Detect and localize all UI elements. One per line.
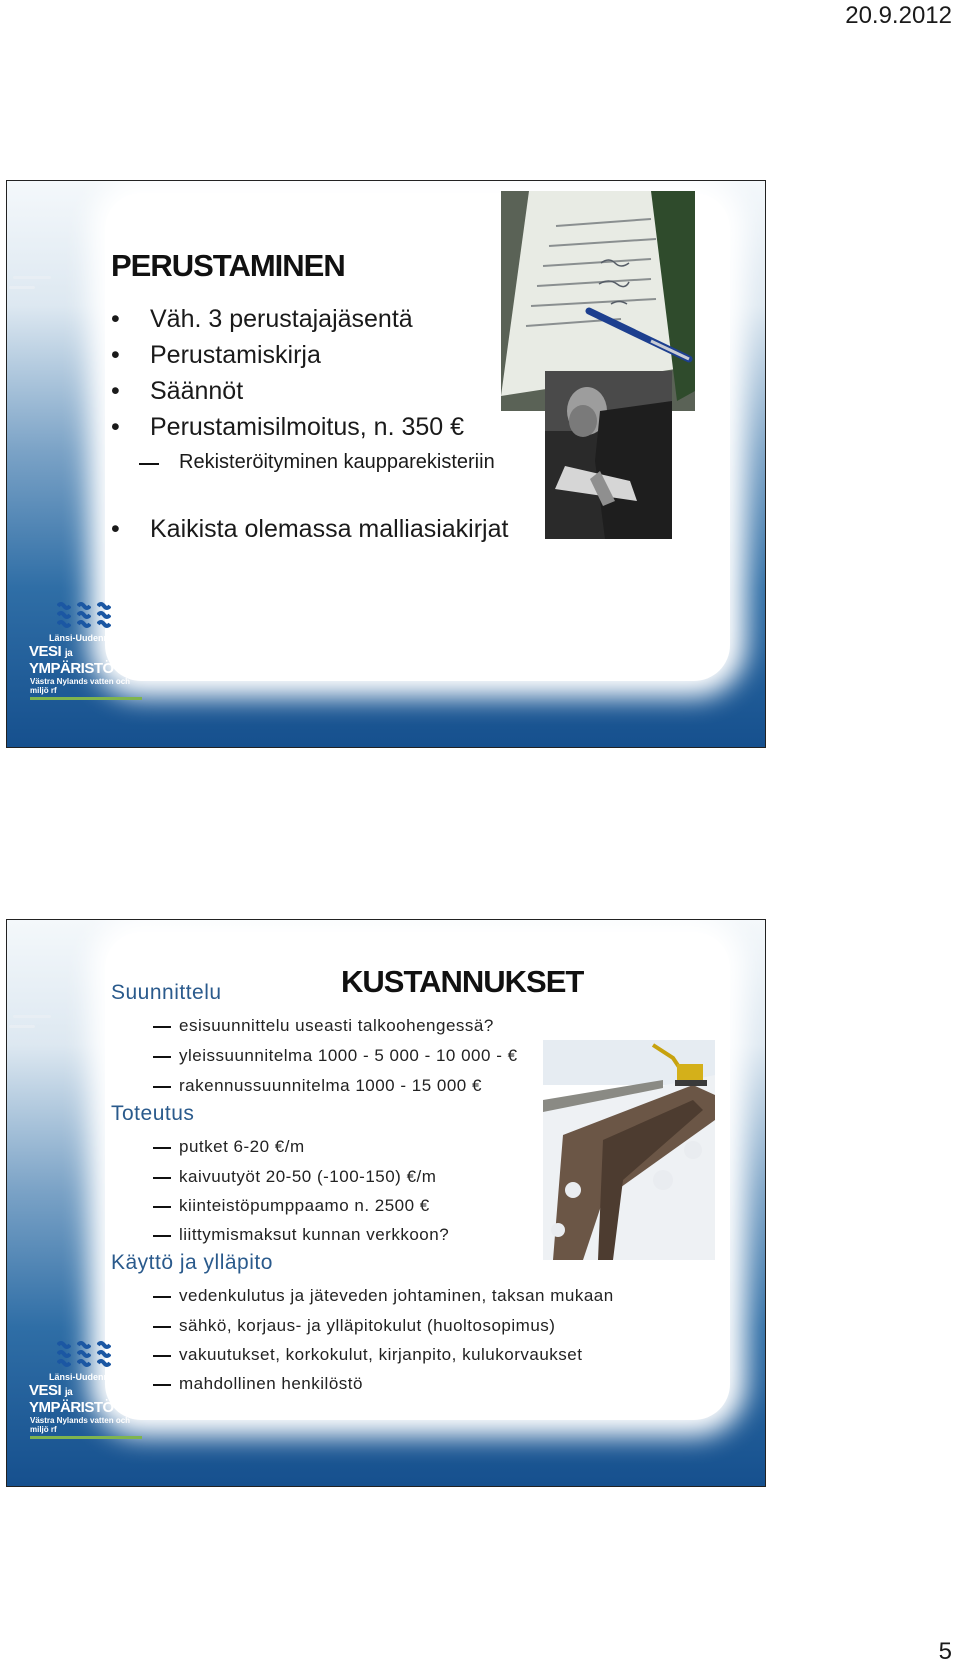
slide-title: KUSTANNUKSET	[341, 964, 584, 999]
sub-bullet-text: Rekisteröityminen kaupparekisteriin	[179, 451, 495, 473]
photo-man-writing	[545, 371, 672, 539]
section-heading: Suunnittelu	[111, 981, 222, 1004]
logo-word: ja	[64, 1387, 73, 1398]
bullet-text: Perustamiskirja	[150, 341, 321, 369]
organization-logo	[27, 1340, 147, 1439]
logo-word: ja	[64, 648, 73, 659]
bullet-dot: •	[111, 341, 120, 369]
logo-swedish-name: Västra Nylands vatten och miljö rf	[30, 1416, 131, 1434]
logo-word: ry	[117, 665, 125, 675]
slide-title: PERUSTAMINEN	[111, 248, 345, 283]
section-heading: Toteutus	[111, 1102, 195, 1125]
cost-item-text: vedenkulutus ja jäteveden johtaminen, taksan mukaan	[179, 1286, 614, 1305]
dash-marker	[153, 1235, 171, 1237]
dash-marker	[153, 1206, 171, 1208]
cost-item-text: kaivuutyöt 20-50 (-100-150) €/m	[179, 1167, 437, 1186]
dash-marker	[139, 463, 159, 465]
cost-item-text: yleissuunnitelma 1000 - 5 000 - 10 000 - €	[179, 1046, 518, 1065]
bullet-text: Säännöt	[150, 377, 244, 405]
logo-word: VESI	[29, 643, 62, 660]
page-date: 20.9.2012	[845, 2, 952, 29]
photo-excavation-trench	[543, 1040, 715, 1260]
bullet-dot: •	[111, 413, 120, 441]
logo-word: YMPÄRISTÖ	[29, 1399, 114, 1416]
page-number: 5	[938, 1638, 952, 1665]
dash-marker	[153, 1326, 171, 1328]
bullet-dot: •	[111, 377, 120, 405]
cost-item-text: vakuutukset, korkokulut, kirjanpito, kulukorvaukset	[179, 1345, 583, 1364]
bullet-dot: •	[111, 515, 120, 543]
slide-perustaminen	[6, 180, 766, 748]
logo-main-name	[29, 1382, 147, 1416]
dash-marker	[153, 1147, 171, 1149]
bullet-text: Väh. 3 perustajajäsentä	[150, 305, 413, 333]
logo-word: YMPÄRISTÖ	[29, 660, 114, 677]
cost-item-text: esisuunnittelu useasti talkoohengessä?	[179, 1016, 494, 1035]
cost-item-text: rakennussuunnitelma 1000 - 15 000 €	[179, 1076, 482, 1095]
dash-marker	[153, 1056, 171, 1058]
section-heading: Käyttö ja ylläpito	[111, 1251, 273, 1274]
cost-item-text: liittymismaksut kunnan verkkoon?	[179, 1225, 450, 1244]
dash-marker	[153, 1384, 171, 1386]
dash-marker	[153, 1355, 171, 1357]
bullet-text: Kaikista olemassa malliasiakirjat	[150, 515, 509, 543]
logo-region-name: Länsi-Uudenmaan	[49, 633, 128, 643]
bullet-text: Perustamisilmoitus, n. 350 €	[150, 413, 465, 441]
logo-word: VESI	[29, 1382, 62, 1399]
waves-icon	[57, 1340, 147, 1370]
dash-marker	[153, 1296, 171, 1298]
logo-underline	[30, 697, 142, 700]
slide-kustannukset	[6, 919, 766, 1487]
logo-region-name: Länsi-Uudenmaan	[49, 1372, 128, 1382]
cost-item-text: mahdollinen henkilöstö	[179, 1374, 363, 1393]
cost-item-text: kiinteistöpumppaamo n. 2500 €	[179, 1196, 430, 1215]
logo-underline	[30, 1436, 142, 1439]
cost-item-text: sähkö, korjaus- ja ylläpitokulut (huoltosopimus)	[179, 1316, 556, 1335]
dash-marker	[153, 1026, 171, 1028]
dash-marker	[153, 1086, 171, 1088]
organization-logo	[27, 601, 147, 700]
dash-marker	[153, 1177, 171, 1179]
logo-word: ry	[117, 1404, 125, 1414]
waves-icon	[57, 601, 147, 631]
logo-main-name	[29, 643, 147, 677]
bullet-dot: •	[111, 305, 120, 333]
cost-item-text: putket 6-20 €/m	[179, 1137, 305, 1156]
logo-swedish-name: Västra Nylands vatten och miljö rf	[30, 677, 131, 695]
